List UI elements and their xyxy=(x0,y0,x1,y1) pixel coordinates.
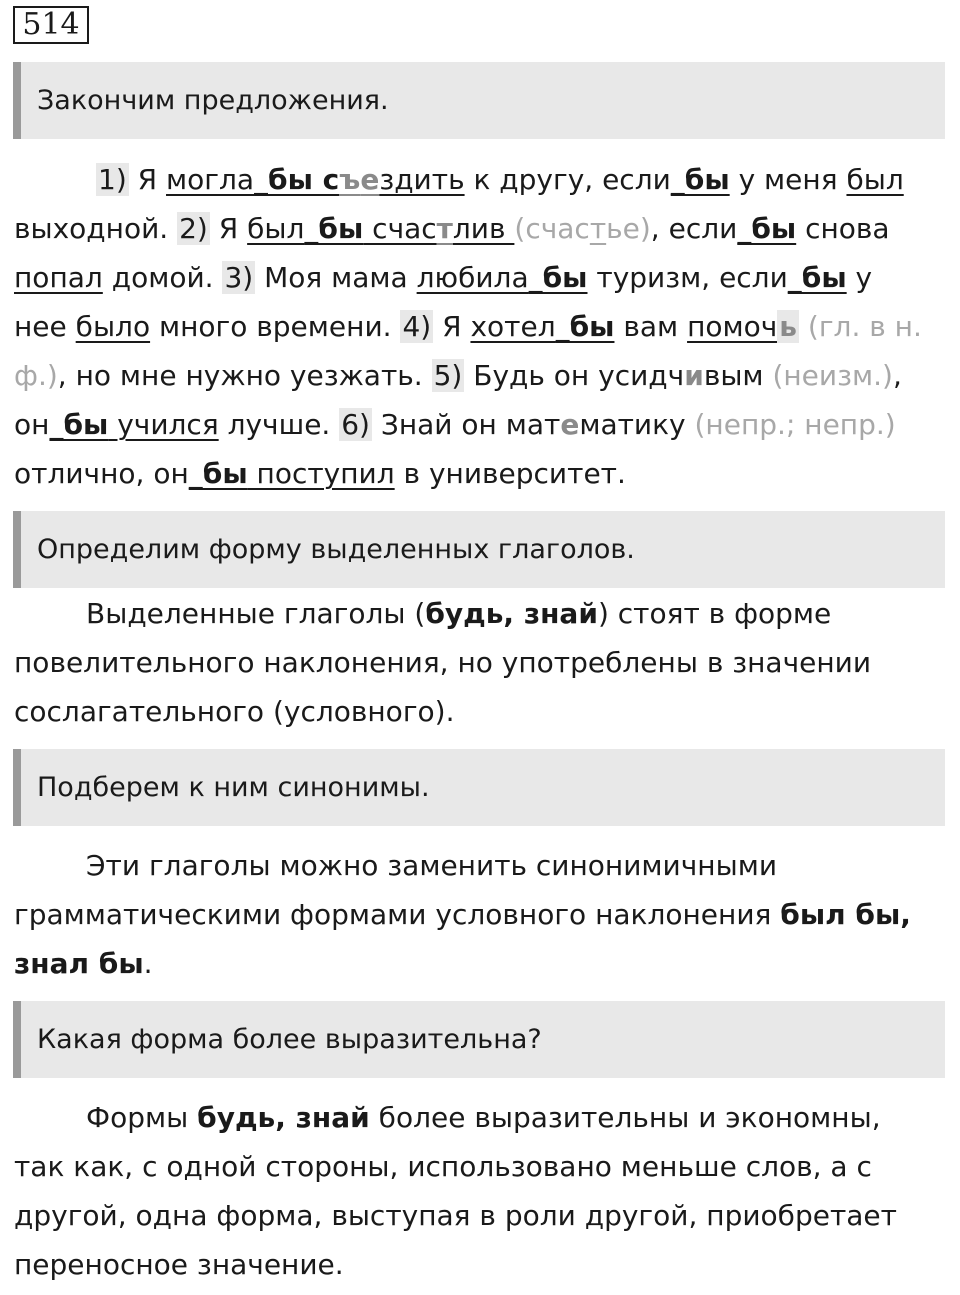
item-number: 2) xyxy=(179,212,208,245)
task-number: 514 xyxy=(13,6,89,44)
line-7: отлично, он_бы поступил в университет. xyxy=(14,457,626,490)
line-3: знал бы. xyxy=(14,947,153,980)
exercise-sentences xyxy=(14,155,950,498)
line-2: повелительного наклонения, но употреблены в значении xyxy=(14,646,872,679)
line-2: так как, с одной стороны, использовано меньше слов, а с xyxy=(14,1150,872,1183)
item-number: 6) xyxy=(341,408,370,441)
line-4: переносное значение. xyxy=(14,1248,344,1281)
answer-verb-form xyxy=(14,589,950,736)
line-1: 1) Я могла_бы съездить к другу, если_бы у меня был xyxy=(98,163,904,196)
item-number: 4) xyxy=(402,310,432,343)
answer-expressive xyxy=(14,1093,950,1289)
line-3: попал домой. 3) Моя мама любила_бы туризм, если_бы у xyxy=(14,261,873,294)
line-1: Эти глаголы можно заменить синонимичными xyxy=(86,849,778,882)
line-5: ф.), но мне нужно уезжать. 5) Будь он усидчивым (неизм.), xyxy=(14,359,902,392)
section-header-verb-form: Определим форму выделенных глаголов. xyxy=(13,511,945,588)
line-3: другой, одна форма, выступая в роли другой, приобретает xyxy=(14,1199,897,1232)
item-number: 1) xyxy=(98,163,127,196)
line-3: сослагательного (условного). xyxy=(14,695,455,728)
item-number: 5) xyxy=(433,359,463,392)
line-1: Формы будь, знай более выразительны и экономны, xyxy=(86,1101,881,1134)
section-header-synonyms: Подберем к ним синонимы. xyxy=(13,749,945,826)
item-number: 3) xyxy=(224,261,254,294)
line-4: нее было много времени. 4) Я хотел_бы вам помочь (гл. в н. xyxy=(14,310,922,343)
section-header-finish-sentences: Закончим предложения. xyxy=(13,62,945,139)
line-2: выходной. 2) Я был_бы счастлив (счастье), если_бы снова xyxy=(14,212,890,245)
line-1: Выделенные глаголы (будь, знай) стоят в форме xyxy=(86,597,832,630)
section-header-expressive: Какая форма более выразительна? xyxy=(13,1001,945,1078)
answer-synonyms xyxy=(14,841,950,988)
line-6: он_бы учился лучше. 6) Знай он математику (непр.; непр.) xyxy=(14,408,896,441)
line-2: грамматическими формами условного наклонения был бы, xyxy=(14,898,911,931)
